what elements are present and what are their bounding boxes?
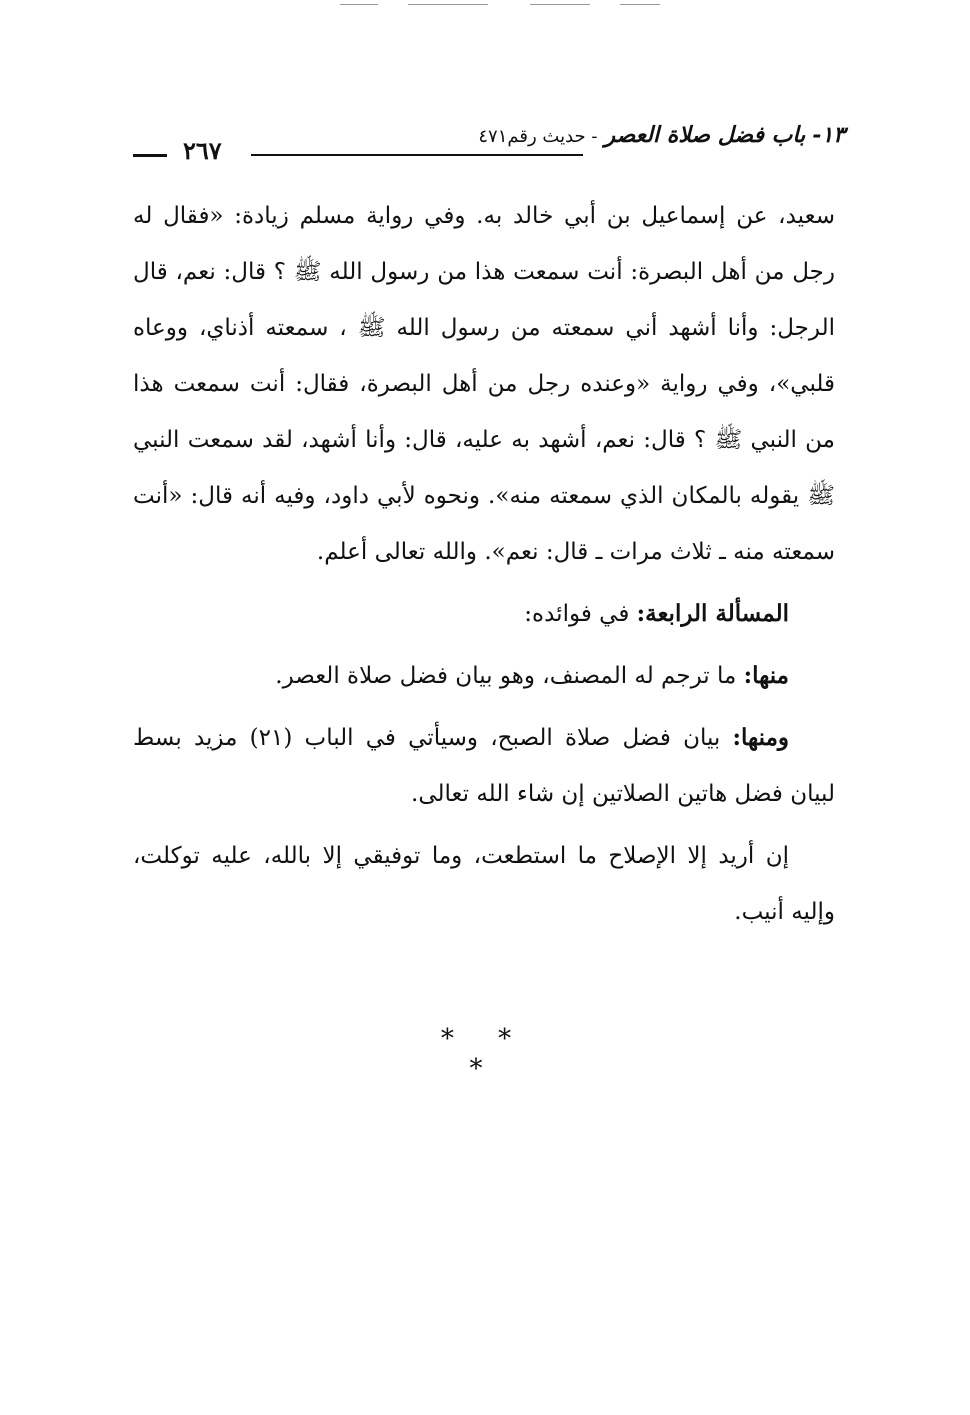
chapter-number: ١٣- (812, 122, 845, 148)
page-number: ٢٦٧ (183, 136, 222, 165)
running-title (478, 122, 845, 148)
paragraph-hadith-narration: سعيد، عن إسماعيل بن أبي خالد به. وفي رواية مسلم زيادة: «فقال له رجل من أهل البصرة: أنت سمعت هذا من رسول الله ﷺ ؟ قال: نعم، قال الرجل: وأنا أشهد أني سمعته من رسول الله ﷺ ، سمعته أذناي، ووعاه قلبي»، وفي رواية «وعنده رجل من أهل البصرة، فقال: أنت سمعت هذا من النبي ﷺ ؟ قال: نعم، أشهد به عليه، قال: وأنا أشهد، لقد سمعت النبي ﷺ يقوله بالمكان الذي سمعته منه». ونحوه لأبي داود، وفيه أنه قال: «أنت سمعته منه ـ ثلاث مرات ـ قال: نعم». والله تعالى أعلم. (133, 203, 836, 565)
scan-marks (340, 4, 660, 6)
hadith-reference: - حديث رقم٤٧١ (478, 126, 598, 147)
paragraph-fourth-issue (133, 586, 835, 642)
paragraph-benefit-two (133, 710, 835, 822)
body-text (133, 188, 835, 940)
benefit-two-text: بيان فضل صلاة الصبح، وسيأتي في الباب (٢١) مزيد بسط لبيان فضل هاتين الصلاتين إن شاء الله تعالى. (133, 725, 835, 807)
page-header (133, 118, 845, 168)
fourth-issue-heading: المسألة الرابعة: (636, 600, 789, 627)
paragraph-closing-dua: إن أريد إلا الإصلاح ما استطعت، وما توفيقي إلا بالله، عليه توكلت، وإليه أنيب. (133, 843, 835, 925)
paragraph-benefit-one (133, 648, 835, 704)
benefit-two-lead: ومنها: (732, 724, 789, 751)
page-number-dash (133, 154, 167, 157)
benefit-one-text: ما ترجم له المصنف، وهو بيان فضل صلاة العصر. (275, 663, 744, 689)
fourth-issue-text: في فوائده: (524, 601, 637, 627)
section-separator: * * * (440, 1024, 530, 1084)
chapter-title: باب فضل صلاة العصر (604, 122, 806, 148)
benefit-one-lead: منها: (743, 662, 789, 689)
header-rule (251, 154, 583, 156)
